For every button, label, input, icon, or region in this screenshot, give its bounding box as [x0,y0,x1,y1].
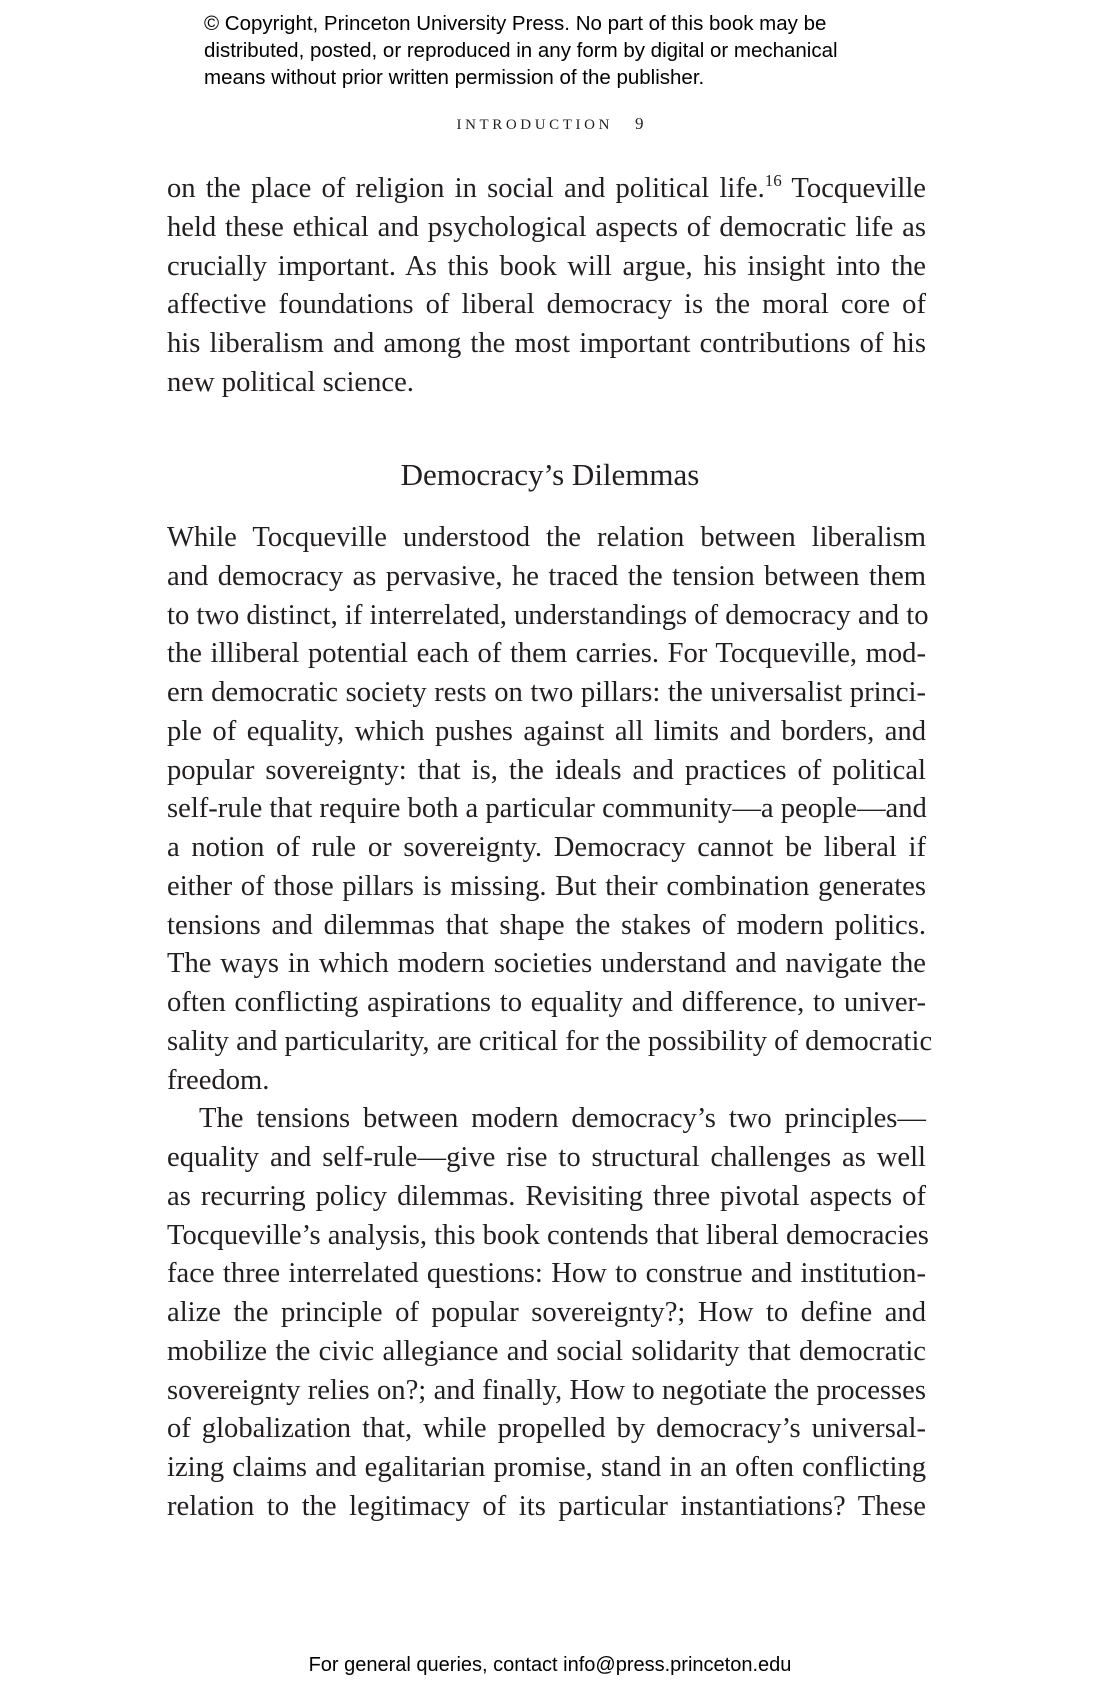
text-line: self-rule that require both a particular community—a people—and [167,793,927,825]
copyright-line: © Copyright, Princeton University Press. No part of this book may be [204,12,827,35]
text-line: affective foundations of liberal democracy is the moral core of [167,289,926,321]
text-line [167,170,926,209]
text-line: either of those pillars is missing. But their combination generates [167,870,926,902]
text-line: alize the principle of popular sovereignty?; How to define and [167,1297,926,1328]
text-line: his liberalism and among the most important contributions of his [167,328,926,359]
copyright-notice [204,10,924,91]
text-line: The tensions between modern democracy’s two principles— [199,1103,926,1135]
copyright-line: distributed, posted, or reproduced in any form by digital or mechanical [204,39,838,62]
text-line: The ways in which modern societies understand and navigate the [167,948,926,980]
text-line: ern democratic society rests on two pillars: the universalist princi- [167,677,926,708]
section-heading: Democracy’s Dilemmas [400,457,700,492]
section-body [167,519,933,1527]
text-line: While Tocqueville understood the relation between liberalism [167,522,926,553]
text-line: sality and particularity, are critical for the possibility of democratic [167,1025,933,1057]
paragraph [167,519,933,1100]
text-line: equality and self-rule—give rise to structural challenges as well [167,1142,926,1173]
text-line: face three interrelated questions: How to construe and institution- [167,1258,926,1290]
text-segment: Tocqueville [781,173,926,204]
text-line: to two distinct, if interrelated, understandings of democracy and to [167,599,929,631]
text-line: izing claims and egalitarian promise, stand in an often conflicting [167,1452,926,1483]
footnote-marker[interactable]: 16 [764,171,782,190]
text-line: tensions and dilemmas that shape the stakes of modern politics. [167,909,926,941]
text-line: the illiberal potential each of them carries. For Tocqueville, mod- [167,638,926,670]
text-line: mobilize the civic allegiance and social solidarity that democratic [167,1335,926,1367]
text-line: and democracy as pervasive, he traced the tension between them [167,560,926,592]
paragraph [167,1100,929,1526]
text-line: relation to the legitimacy of its particular instantiations? These [167,1490,926,1522]
text-line: ple of equality, which pushes against all limits and borders, and [167,715,926,747]
running-head-title: INTRODUCTION [456,117,614,133]
text-line: crucially important. As this book will argue, his insight into the [167,250,926,282]
text-line: of globalization that, while propelled by democracy’s universal- [167,1413,926,1445]
text-line: freedom. [167,1064,270,1096]
text-line: sovereignty relies on?; and finally, How to negotiate the processes [167,1374,926,1406]
text-line: a notion of rule or sovereignty. Democracy cannot be liberal if [167,832,926,863]
text-line: often conflicting aspirations to equality and difference, to univer- [167,987,926,1018]
text-line: popular sovereignty: that is, the ideals and practices of political [167,754,926,786]
text-line: Tocqueville’s analysis, this book contends that liberal democracies [167,1219,929,1251]
text-line: new political science. [167,366,414,398]
footer-contact: For general queries, contact info@press.princeton.edu [308,1654,792,1676]
opening-paragraph [167,170,926,403]
text-segment: on the place of religion in social and political life. [167,173,765,204]
copyright-line: means without prior written permission of the publisher. [204,66,705,89]
text-line: as recurring policy dilemmas. Revisiting three pivotal aspects of [167,1180,926,1212]
page-number: 9 [635,114,644,133]
text-line: held these ethical and psychological aspects of democratic life as [167,211,926,243]
running-head [0,114,1100,135]
